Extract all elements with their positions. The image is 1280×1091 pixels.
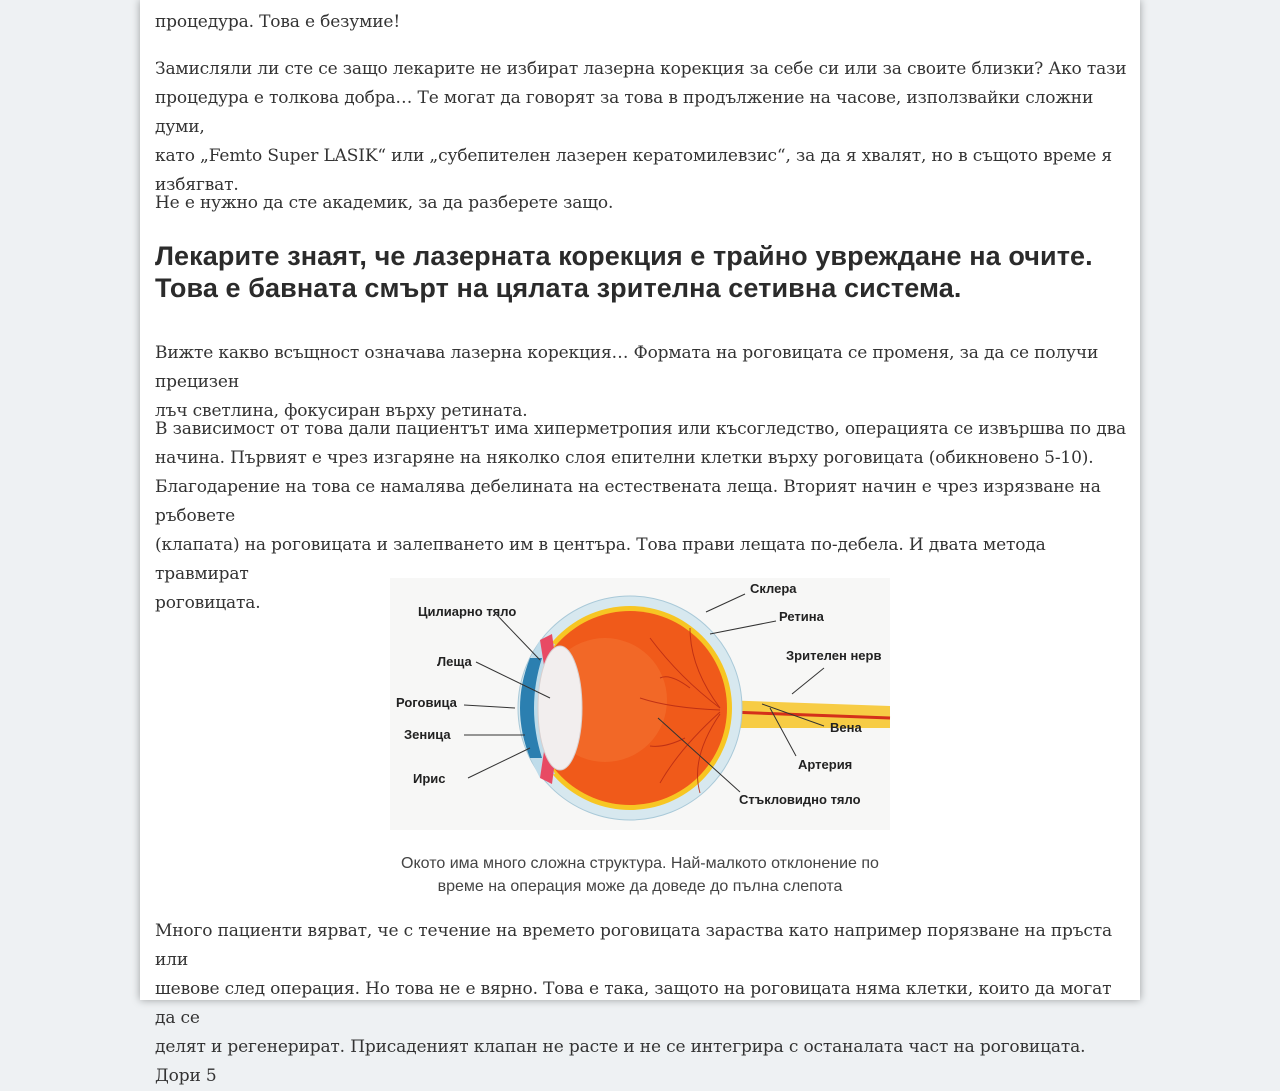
label-pupil: Зеница [404,727,451,742]
figure-caption [140,852,1140,898]
text-line: лъч светлина, фокусиран върху ретината. [155,401,528,421]
heading-line: Това е бавната смърт на цялата зрителна сетивна система. [155,273,962,303]
text-line: Много пациенти вярват, че с течение на времето роговицата зараства като например порязване на пръста или [155,921,1113,970]
label-artery: Артерия [798,757,853,772]
label-vein: Вена [830,720,862,735]
eye-anatomy-diagram [390,578,890,830]
label-ciliary-body: Цилиарно тяло [418,604,517,619]
label-sclera: Склера [750,581,797,596]
label-retina: Ретина [779,609,824,624]
caption-line: Окото има много сложна структура. Най-малкото отклонение по [401,855,879,872]
text-line: роговицата. [155,593,261,613]
text-line: процедура. Това е безумие! [155,12,400,32]
label-cornea: Роговица [396,695,457,710]
text-line: като „Femto Super LASIK“ или „субепителен лазерен кератомилевзис“, за да я хвалят, но в същото време я [155,146,1112,166]
paragraph-why-doctors [155,55,1130,200]
text-line: Вижте какво всъщност означава лазерна корекция… Формата на роговицата се променя, за да се получи прецизен [155,343,1099,392]
heading-line: Лекарите знаят, че лазерната корекция е трайно увреждане на очите. [155,241,1093,271]
text-line: (клапата) на роговицата и залепването им в центъра. Това прави лещата по-дебела. И двата метода травмират [155,535,1046,584]
text-line: начина. Първият е чрез изгаряне на няколко слоя епителни клетки върху роговицата (обикновено 5-10). [155,448,1094,468]
eye-anatomy-illustration [390,578,890,830]
paragraph-what-means [155,339,1130,426]
caption-line: време на операция може да доведе до пълна слепота [437,878,843,895]
label-optic-nerve: Зрителен нерв [786,648,882,663]
text-line: Замисляли ли сте се защо лекарите не избират лазерна корекция за себе си или за своите близки? Ако тази [155,59,1127,79]
paragraph-patients [155,917,1130,1091]
text-line: Не е нужно да сте академик, за да разберете защо. [155,193,614,213]
section-heading [155,240,1140,304]
lens-shape [538,646,582,770]
text-line: избягват. [155,175,239,195]
text-line: делят и регенерират. Присаденият клапан не расте и не се интегрира с останалата част на роговицата. Дори 5 [155,1037,1086,1086]
label-vitreous-body: Стъкловидно тяло [739,792,861,807]
article-page [140,0,1140,1086]
text-line: Благодарение на това се намалява дебелината на естествената леща. Вторият начин е чрез изрязване на ръбовете [155,477,1101,526]
paragraph-intro-tail [155,8,1130,37]
text-line: В зависимост от това дали пациентът има хиперметропия или късогледство, операцията се извършва по два [155,419,1126,439]
label-iris: Ирис [413,771,446,786]
paragraph-not-academic [155,189,1130,218]
label-lens: Леща [437,654,472,669]
text-line: процедура е толкова добра… Те могат да говорят за това в продължение на часове, използвайки сложни думи, [155,88,1094,137]
text-line: шевове след операция. Но това не е вярно. Това е така, защото на роговицата няма клетки, които да могат да се [155,979,1112,1028]
